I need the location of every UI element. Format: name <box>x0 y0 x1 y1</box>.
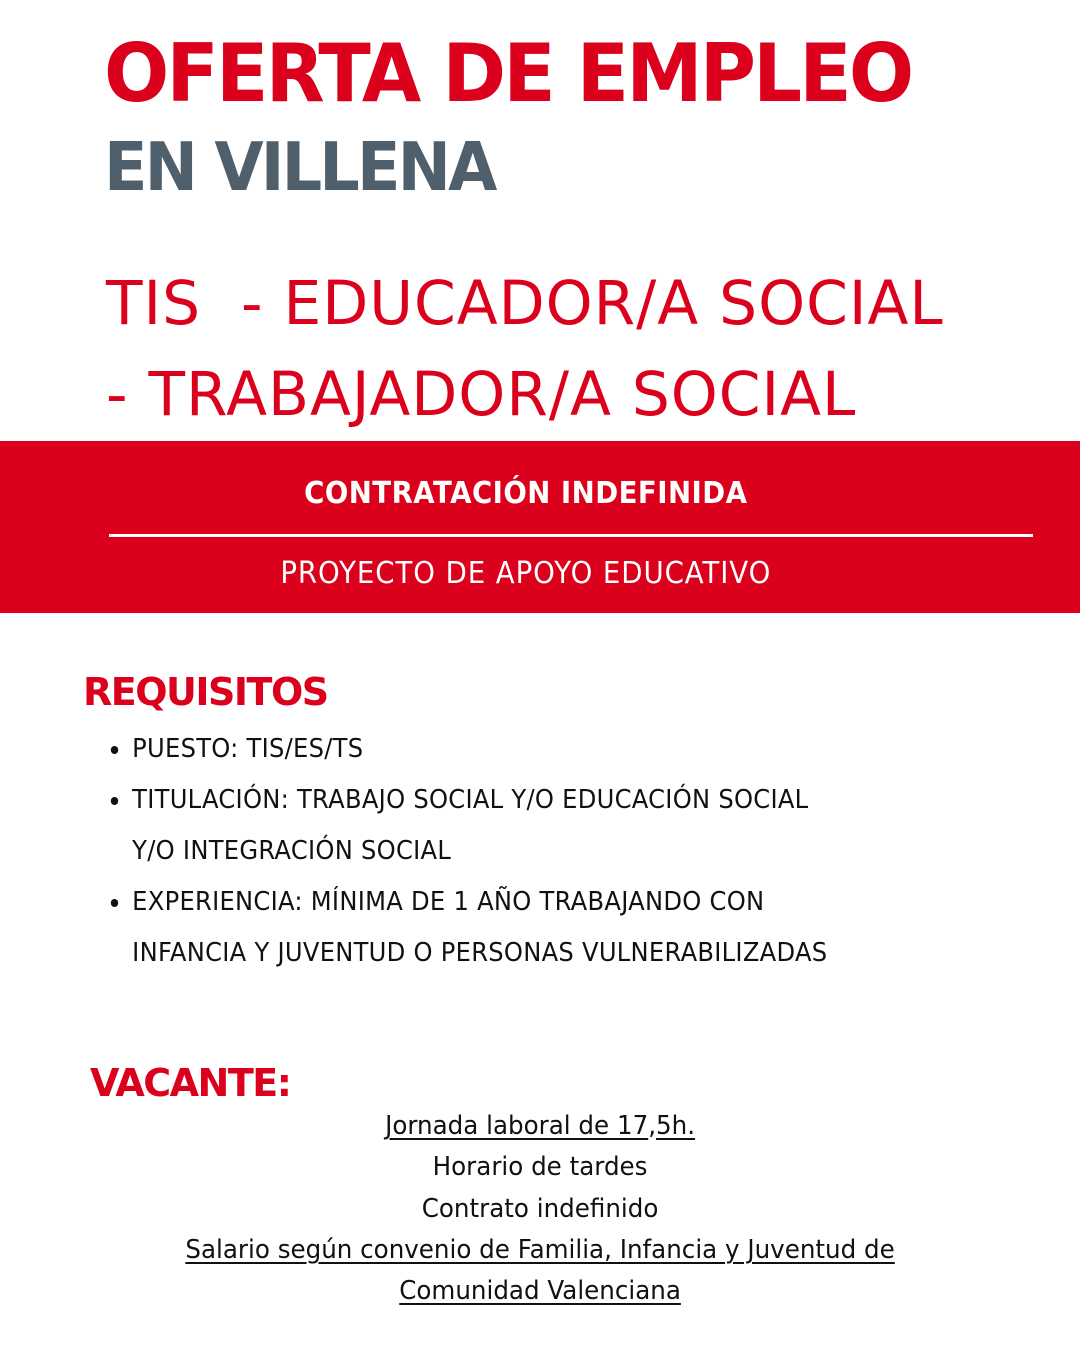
bullet-icon <box>111 899 118 907</box>
requirement-text: PUESTO: TIS/ES/TS <box>132 734 364 764</box>
bullet-icon <box>111 746 118 754</box>
banner-divider <box>109 534 1033 537</box>
requirement-item-experience <box>108 877 827 979</box>
banner-subtitle: PROYECTO DE APOYO EDUCATIVO <box>280 556 772 591</box>
requirement-text: TITULACIÓN: TRABAJO SOCIAL Y/O EDUCACIÓN SOCIAL <box>132 785 809 815</box>
job-role-line-1: TIS - EDUCADOR/A SOCIAL <box>106 268 944 339</box>
requirements-heading: REQUISITOS <box>83 670 328 714</box>
job-role-line-2: - TRABAJADOR/A SOCIAL <box>106 359 857 430</box>
vacancy-hours-comma: , <box>648 1111 657 1141</box>
requirement-text-continued: Y/O INTEGRACIÓN SOCIAL <box>132 836 452 866</box>
page-subtitle-location: EN VILLENA <box>104 128 495 206</box>
vacancy-hours-part-2: 5h. <box>656 1111 696 1141</box>
page-title: OFERTA DE EMPLEO <box>104 27 912 120</box>
job-roles <box>106 258 944 440</box>
vacancy-schedule: Horario de tardes <box>432 1152 648 1183</box>
requirement-text-continued: INFANCIA Y JUVENTUD O PERSONAS VULNERABILIZADAS <box>132 938 828 968</box>
requirements-list <box>108 724 882 979</box>
bullet-icon <box>111 797 118 805</box>
banner-title: CONTRATACIÓN INDEFINIDA <box>304 476 748 511</box>
requirement-item-degree <box>108 775 827 877</box>
vacancy-heading: VACANTE: <box>90 1061 291 1105</box>
vacancy-hours-part-1: Jornada laboral de 17 <box>385 1111 649 1141</box>
vacancy-hours <box>0 1106 1080 1147</box>
requirement-text: EXPERIENCIA: MÍNIMA DE 1 AÑO TRABAJANDO CON <box>132 887 765 917</box>
vacancy-salary-line-2: Comunidad Valenciana <box>399 1276 681 1307</box>
vacancy-details <box>0 1106 1080 1312</box>
vacancy-salary-line-1: Salario según convenio de Familia, Infancia y Juventud de <box>185 1234 895 1265</box>
requirement-item-position <box>108 724 827 775</box>
vacancy-contract: Contrato indefinido <box>421 1193 659 1224</box>
